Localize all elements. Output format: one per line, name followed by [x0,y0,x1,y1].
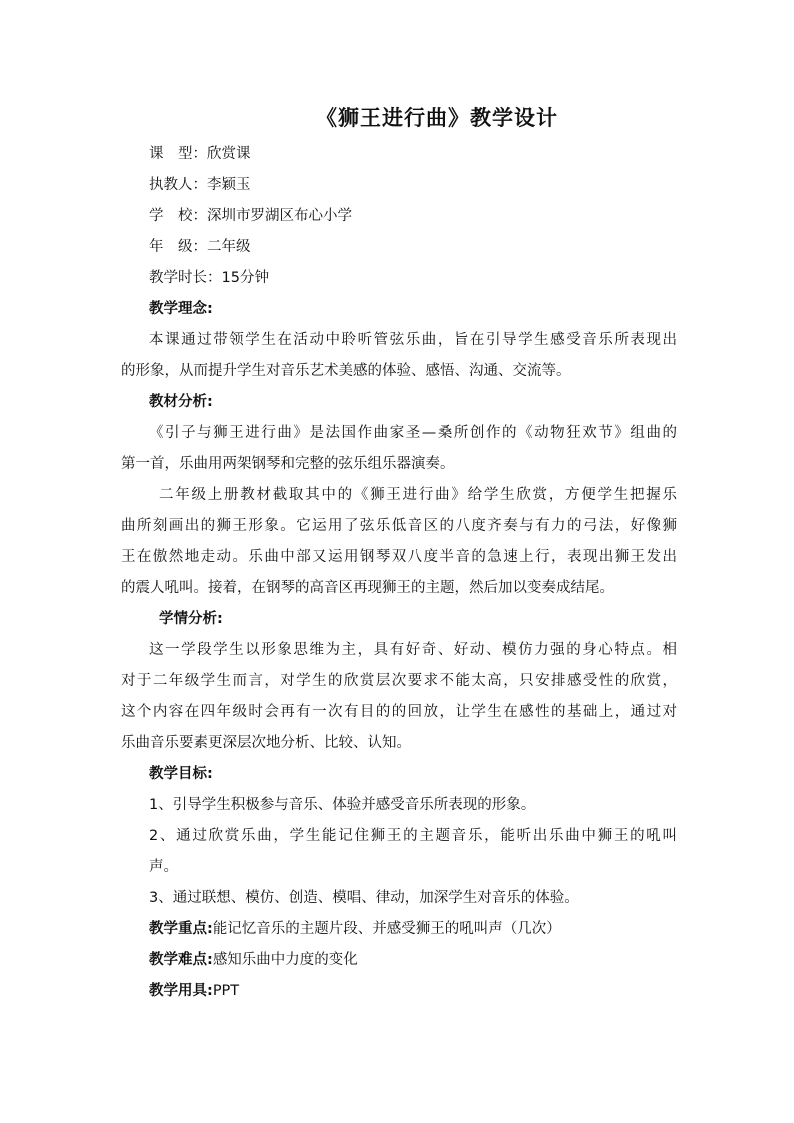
goal-item-1: 1、引导学生积极参与音乐、体验并感受音乐所表现的形象。 [149,797,536,813]
paragraph-line: 这个内容在四年级时会再有一次有目的的回放，让学生在感性的基础上，通过对 [121,704,677,720]
goal-item-3: 3、通过联想、模仿、创造、模唱、律动，加深学生对音乐的体验。 [149,890,579,906]
paragraph-line: 本课通过带领学生在活动中聆听管弦乐曲，旨在引导学生感受音乐所表现出 [149,332,677,348]
section-heading-concept: 教学理念: [149,301,213,317]
meta-label: 年 级： [149,239,207,255]
paragraph-line: 王在傲然地走动。乐曲中部又运用钢琴双八度半音的急速上行，表现出狮王发出 [121,549,677,565]
paragraph-line: 的震人吼叫。接着，在钢琴的高音区再现狮王的主题，然后加以变奏成结尾。 [121,580,614,596]
section-heading-material: 教材分析: [149,394,213,410]
meta-value: 二年级 [207,239,251,255]
tools-value: PPT [212,983,240,999]
meta-duration [121,263,677,294]
key-point-row [121,914,677,945]
paragraph-line: 乐曲音乐要素更深层次地分析、比较、认知。 [121,735,411,751]
paragraph-line: 对于二年级学生而言，对学生的欣赏层次要求不能太高，只安排感受性的欣赏， [121,673,677,689]
difficulty-row [121,945,677,976]
paragraph-line: 二年级上册教材截取其中的《狮王进行曲》给学生欣赏，方便学生把握乐 [159,487,677,503]
meta-value: 李颖玉 [207,177,251,193]
document-body [121,139,677,1007]
key-point-label: 教学重点: [149,921,213,937]
meta-school [121,201,677,232]
tools-row [121,976,677,1007]
meta-label: 学 校： [149,208,207,224]
section-heading-learner: 学情分析: [159,611,223,627]
tools-label: 教学用具: [149,983,213,999]
difficulty-value: 感知乐曲中力度的变化 [212,952,358,968]
paragraph-line: 第一首，乐曲用两架钢琴和完整的弦乐组乐器演奏。 [121,456,455,472]
paragraph-line: 《引子与狮王进行曲》是法国作曲家圣—桑所创作的《动物狂欢节》组曲的 [149,425,677,441]
difficulty-label: 教学难点: [149,952,213,968]
meta-value: 欣赏课 [207,146,251,162]
paragraph-line: 的形象，从而提升学生对音乐艺术美感的体验、感悟、沟通、交流等。 [121,363,571,379]
meta-label: 执教人： [149,177,207,193]
key-point-value: 能记忆音乐的主题片段、并感受狮王的吼叫声（几次） [212,921,561,937]
meta-label: 课 型： [149,146,207,162]
document-title: 《狮王进行曲》教学设计 [316,105,558,130]
goal-item-2-continued: 声。 [149,859,178,875]
meta-value: 深圳市罗湖区布心小学 [207,208,352,224]
meta-teacher [121,170,677,201]
goal-item-2: 2、通过欣赏乐曲，学生能记住狮王的主题音乐，能听出乐曲中狮王的吼叫 [149,828,677,844]
paragraph-line: 这一学段学生以形象思维为主，具有好奇、好动、模仿力强的身心特点。相 [149,642,677,658]
paragraph-line: 曲所刻画出的狮王形象。它运用了弦乐低音区的八度齐奏与有力的弓法，好像狮 [121,518,677,534]
meta-value: 15分钟 [221,270,269,286]
meta-course-type [121,139,677,170]
meta-label: 教学时长： [149,270,222,286]
meta-grade [121,232,677,263]
section-heading-goals: 教学目标: [149,766,213,782]
